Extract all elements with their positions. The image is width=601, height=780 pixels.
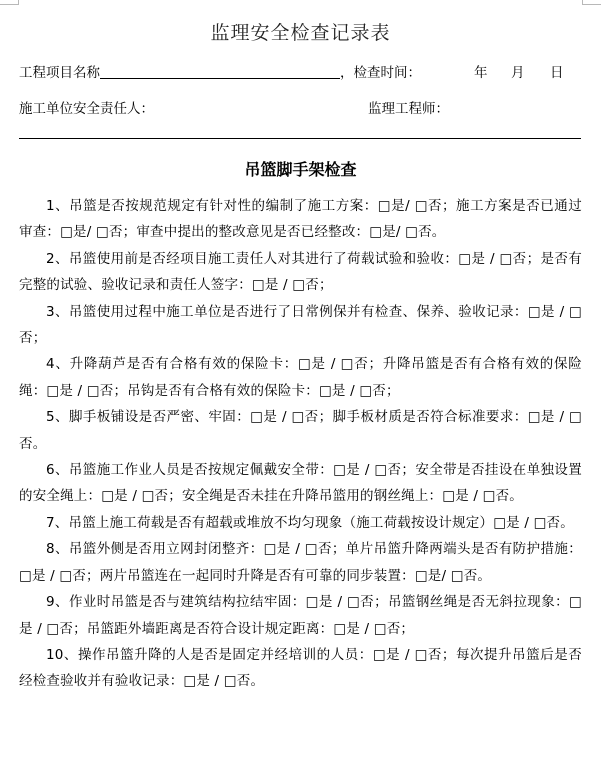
checklist-body (19, 193, 582, 695)
month-label: 月 (511, 65, 525, 81)
safety-person-label: 施工单位安全责任人： (19, 101, 154, 117)
page-corner-mark-left (0, 0, 19, 5)
checklist-item-6: 6、吊篮施工作业人员是否按规定佩戴安全带：□是 / □否；安全带是否挂设在单独设置的安全绳上：□是 / □否；安全绳是否未挂在升降吊篮用的钢丝绳上：□是 / □否。 (19, 462, 582, 505)
header-divider (19, 138, 581, 139)
project-name-field[interactable] (100, 64, 340, 79)
checklist-item-8: 8、吊篮外侧是否用立网封闭整齐：□是 / □否；单片吊篮升降两端头是否有防护措施：□是 / □否；两片吊篮连在一起同时升降是否有可靠的同步装置：□是/ □否。 (19, 541, 582, 584)
page-corner-mark-right (582, 0, 601, 5)
document-title: 监理安全检查记录表 (210, 22, 391, 44)
section-title: 吊篮脚手架检查 (244, 160, 357, 179)
inspection-time-label: ，检查时间： (340, 65, 421, 81)
day-label: 日 (550, 65, 564, 81)
engineer-label: 监理工程师： (368, 101, 449, 117)
checklist-item-9: 9、作业时吊篮是否与建筑结构拉结牢固：□是 / □否；吊篮钢丝绳是否无斜拉现象：□是 / □否；吊篮距外墙距离是否符合设计规定距离：□是 / □否； (19, 594, 582, 637)
checklist-item-5: 5、脚手板铺设是否严密、牢固：□是 / □否；脚手板材质是否符合标准要求：□是 / □否。 (19, 409, 582, 452)
checklist-item-4: 4、升降葫芦是否有合格有效的保险卡：□是 / □否；升降吊篮是否有合格有效的保险绳：□是 / □否；吊钩是否有合格有效的保险卡：□是 / □否； (19, 356, 582, 399)
checklist-item-2: 2、吊篮使用前是否经项目施工责任人对其进行了荷载试验和验收：□是 / □否；是否有完整的试验、验收记录和责任人签字：□是 / □否； (19, 250, 582, 294)
project-name-row (19, 61, 421, 81)
safety-person-row (19, 97, 154, 117)
project-name-label: 工程项目名称 (19, 65, 100, 81)
checklist-item-3: 3、吊篮使用过程中施工单位是否进行了日常例保并有检查、保养、验收记录：□是 / □否； (19, 303, 582, 347)
year-label: 年 (474, 65, 488, 81)
checklist-item-7: 7、吊篮上施工荷载是否有超载或堆放不均匀现象（施工荷载按设计规定）□是 / □否。 (46, 514, 574, 531)
checklist-item-1: 1、吊篮是否按规范规定有针对性的编制了施工方案：□是/ □否；施工方案是否已通过审查：□是/ □否；审查中提出的整改意见是否已经整改：□是/ □否。 (19, 198, 582, 241)
checklist-item-10: 10、操作吊篮升降的人是否是固定并经培训的人员：□是 / □否；每次提升吊篮后是否经检查验收并有验收记录：□是 / □否。 (19, 646, 582, 690)
